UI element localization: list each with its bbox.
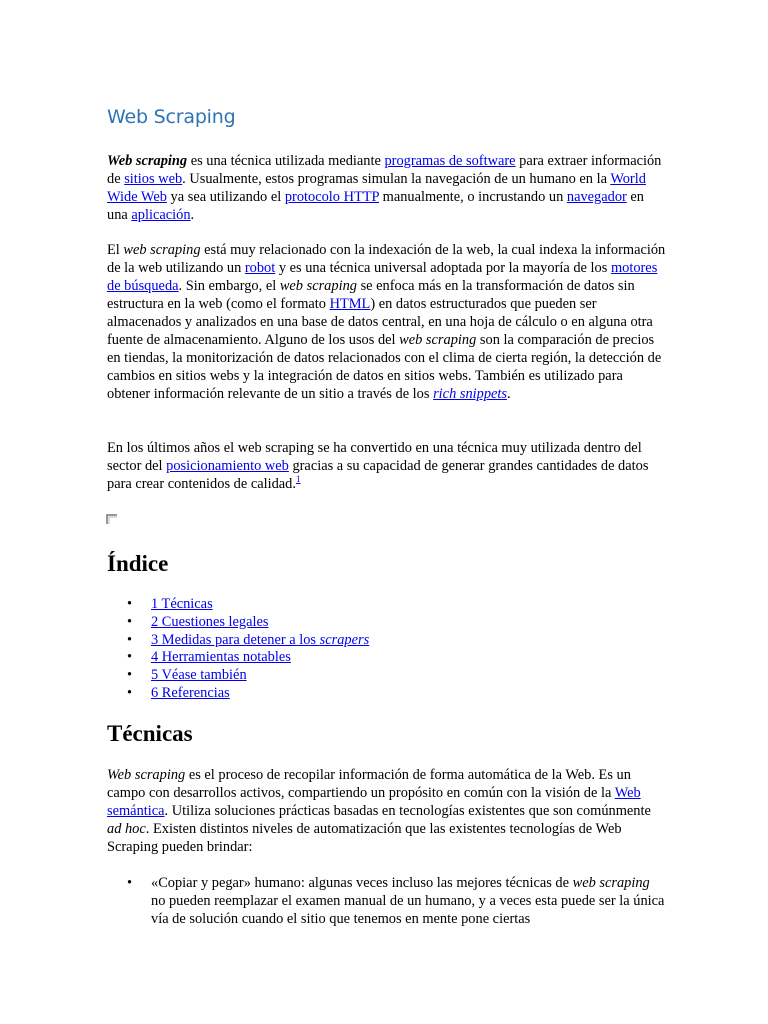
link-rich-snippets[interactable]: rich snippets: [433, 386, 508, 402]
list-item: [107, 685, 369, 703]
link-protocolo-http[interactable]: protocolo HTTP: [284, 189, 380, 205]
link-world-wide-web[interactable]: World Wide Web: [107, 171, 646, 205]
toc-link-referencias[interactable]: 6 Referencias: [151, 684, 230, 701]
term-web-scraping: Web scraping: [107, 153, 188, 169]
list-item: [107, 649, 369, 667]
image-placeholder-icon: [106, 514, 118, 525]
link-motores-de-busqueda[interactable]: motores de búsqueda: [107, 260, 658, 294]
toc-link-vease-tambien[interactable]: 5 Véase también: [151, 667, 247, 684]
link-html[interactable]: HTML: [329, 296, 371, 312]
tecnicas-list: [107, 874, 667, 928]
list-item: • «Copiar y pegar» humano: algunas veces incluso las mejores técnicas de web scraping no pueden reemplazar el examen manual de un humano, y a veces esta puede ser la única vía de solución cuando el sitio que tenemos en mente pone ciertas: [107, 874, 667, 928]
table-of-contents: [107, 596, 369, 703]
list-item: [107, 596, 369, 614]
toc-link-cuestiones-legales[interactable]: 2 Cuestiones legales: [151, 613, 269, 630]
link-web-semantica[interactable]: Web semántica: [107, 785, 641, 819]
list-item: [107, 632, 369, 650]
link-programas-de-software[interactable]: programas de software: [384, 153, 516, 169]
toc-link-medidas[interactable]: 3 Medidas para detener a los scrapers: [151, 631, 370, 648]
list-item: [107, 614, 369, 632]
toc-link-tecnicas[interactable]: 1 Técnicas: [151, 596, 213, 612]
link-posicionamiento-web[interactable]: posicionamiento web: [166, 458, 289, 474]
link-navegador[interactable]: navegador: [566, 189, 627, 205]
section-heading-tecnicas: Técnicas: [107, 721, 193, 746]
toc-link-herramientas[interactable]: 4 Herramientas notables: [151, 649, 291, 666]
link-sitios-web[interactable]: sitios web: [124, 171, 183, 187]
link-robot[interactable]: robot: [244, 260, 276, 276]
link-aplicacion[interactable]: aplicación: [131, 207, 191, 223]
document-title: Web Scraping: [107, 106, 236, 128]
intro-paragraph-1: Web scraping es una técnica utilizada mediante programas de software para extraer información de sitios web. Usualmente, estos programas simulan la navegación de un humano en la World Wide Web ya sea utilizando el protocolo HTTP manualmente, o incrustando un navegador en una aplicación.: [107, 153, 662, 223]
list-item: [107, 667, 369, 685]
reference-link-1[interactable]: 1: [295, 474, 301, 485]
intro-paragraph-3: En los últimos años el web scraping se ha convertido en una técnica muy utilizada dentro del sector del posicionamiento web gracias a su capacidad de generar grandes cantidades de datos para crear contenidos de calidad.$^1$: [107, 440, 649, 492]
tecnicas-paragraph: Web scraping es el proceso de recopilar información de forma automática de la Web. Es un campo con desarrollos activos, compartiendo un propósito en común con la visión de la Web semántica. Utiliza soluciones prácticas basadas en tecnologías existentes que son comúnmente ad hoc. Existen distintos niveles de automatización que las existentes tecnologías de Web Scraping pueden brindar:: [107, 767, 651, 855]
toc-heading: Índice: [107, 551, 169, 576]
intro-paragraph-2: El web scraping está muy relacionado con la indexación de la web, la cual indexa la información de la web utilizando un robot y es una técnica universal adoptada por la mayoría de los motores de búsqueda. Sin embargo, el web scraping se enfoca más en la transformación de datos sin estructura en la web (como el formato HTML) en datos estructurados que pueden ser almacenados y analizados en una base de datos central, en una hoja de cálculo o en alguna otra fuente de almacenamiento. Alguno de los usos del web scraping son la comparación de precios en tiendas, la monitorización de datos relacionados con el clima de cierta región, la detección de cambios en sitios webs y la integración de datos en sitios webs. También es utilizado para obtener información relevante de un sitio a través de los rich snippets.: [107, 242, 666, 402]
